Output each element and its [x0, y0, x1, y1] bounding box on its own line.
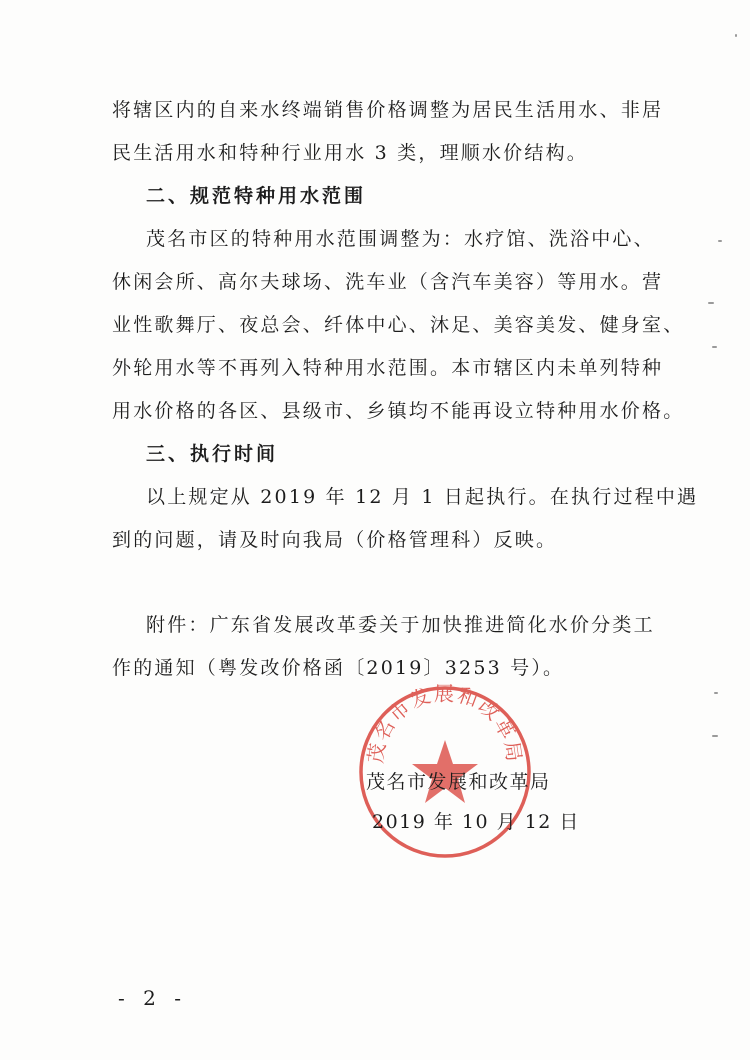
scan-speck	[712, 735, 718, 737]
scan-speck	[718, 240, 722, 242]
paragraph-line: 将辖区内的自来水终端销售价格调整为居民生活用水、非居	[112, 99, 664, 121]
paragraph-line: 业性歌舞厅、夜总会、纤体中心、沐足、美容美发、健身室、	[112, 314, 685, 336]
scan-speck	[712, 346, 717, 348]
section-heading: 三、执行时间	[146, 443, 279, 465]
scan-speck	[735, 34, 737, 37]
paragraph-line: 以上规定从 2019 年 12 月 1 日起执行。在执行过程中遇	[146, 486, 699, 508]
page-number: - 2 -	[118, 986, 187, 1010]
scan-speck	[714, 692, 718, 694]
attachment-line: 作的通知（粤发改价格函〔2019〕3253 号）。	[112, 657, 565, 679]
signature-date: 2019 年 10 月 12 日	[372, 811, 580, 833]
section-heading: 二、规范特种用水范围	[146, 185, 367, 207]
seal-text: 茂名市发展和改革局	[363, 682, 527, 765]
paragraph-line: 到的问题，请及时向我局（价格管理科）反映。	[112, 529, 558, 551]
paragraph-line: 民生活用水和特种行业用水 3 类，理顺水价结构。	[112, 142, 588, 164]
attachment-line: 附件：广东省发展改革委关于加快推进简化水价分类工	[146, 614, 655, 636]
paragraph-line: 外轮用水等不再列入特种用水范围。本市辖区内未单列特种	[112, 357, 664, 379]
paragraph-line: 休闲会所、高尔夫球场、洗车业（含汽车美容）等用水。营	[112, 271, 664, 293]
scan-speck	[708, 302, 714, 304]
signature-organization: 茂名市发展和改革局	[366, 771, 551, 793]
paragraph-line: 茂名市区的特种用水范围调整为：水疗馆、洗浴中心、	[146, 228, 655, 250]
paragraph-line: 用水价格的各区、县级市、乡镇均不能再设立特种用水价格。	[112, 400, 685, 422]
